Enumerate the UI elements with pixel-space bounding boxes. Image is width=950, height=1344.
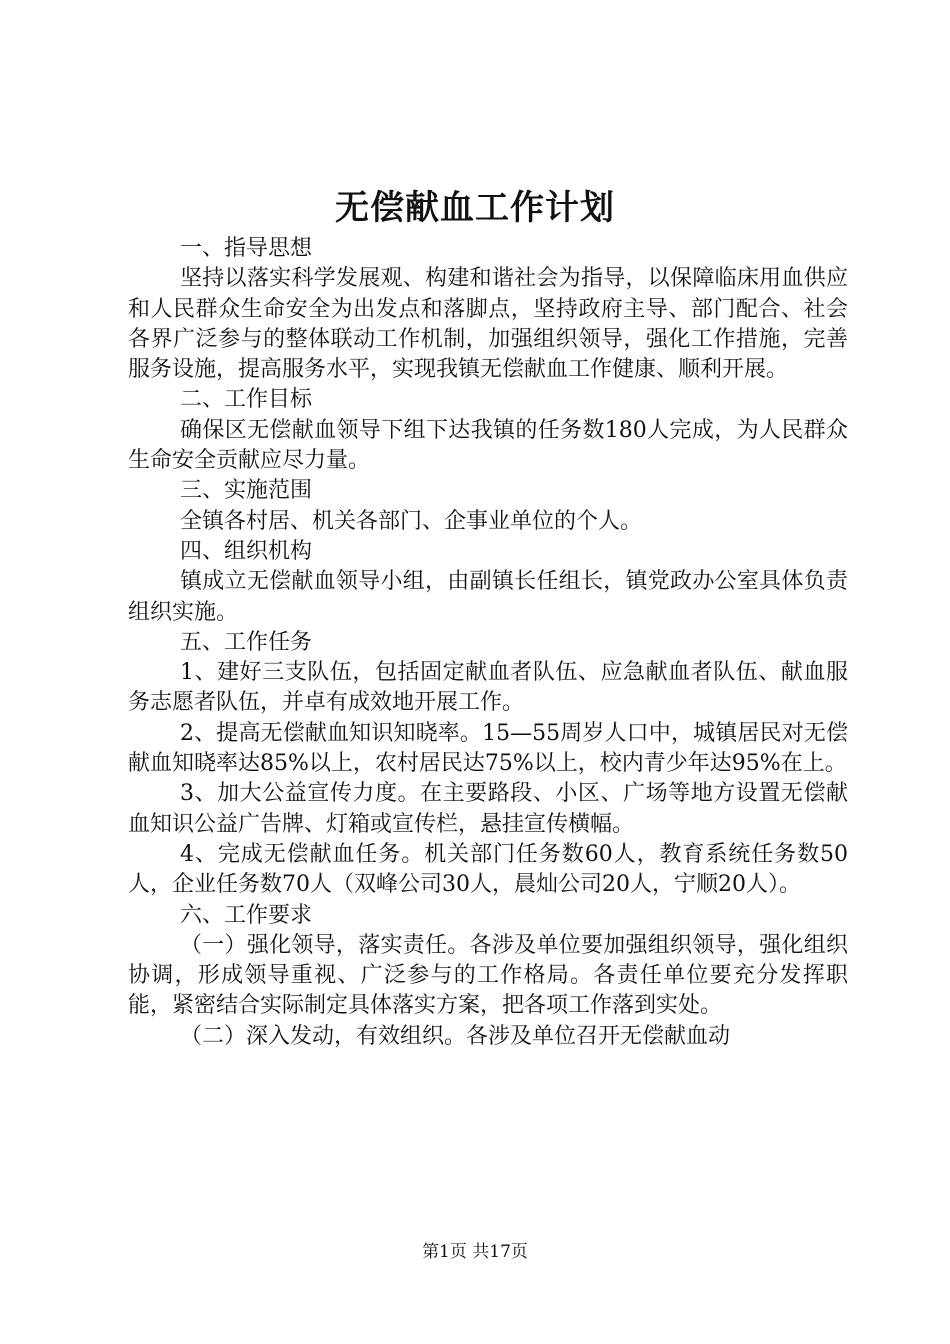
paragraph: 1、建好三支队伍，包括固定献血者队伍、应急献血者队伍、献血服务志愿者队伍，并卓有成效地开展工作。	[128, 660, 848, 716]
paragraph: （二）深入发动，有效组织。各涉及单位召开无偿献血动	[180, 1023, 731, 1049]
section-heading: 一、指导思想	[180, 236, 313, 261]
section-heading: 二、工作目标	[180, 387, 313, 413]
document-body	[128, 234, 848, 1052]
document-title: 无偿献血工作计划	[335, 188, 615, 228]
section-heading: 六、工作要求	[180, 902, 313, 928]
page-footer: 第1页 共17页	[422, 1242, 528, 1262]
section-heading: 三、实施范围	[180, 478, 313, 504]
paragraph: 确保区无偿献血领导下组下达我镇的任务数180人完成，为人民群众生命安全贡献应尽力量。	[128, 417, 848, 474]
paragraph: 2、提高无偿献血知识知晓率。15—55周岁人口中，城镇居民对无偿献血知晓率达85%以上，农村居民达75%以上，校内青少年达95%在上。	[128, 720, 848, 777]
paragraph: 3、加大公益宣传力度。在主要路段、小区、广场等地方设置无偿献血知识公益广告牌、灯箱或宣传栏，悬挂宣传横幅。	[128, 781, 848, 837]
paragraph: 镇成立无偿献血领导小组，由副镇长任组长，镇党政办公室具体负责组织实施。	[128, 569, 848, 625]
section-heading: 五、工作任务	[180, 629, 313, 655]
paragraph: 全镇各村居、机关各部门、企事业单位的个人。	[180, 508, 643, 534]
paragraph: 4、完成无偿献血任务。机关部门任务数60人，教育系统任务数50人，企业任务数70人（双峰公司30人，晨灿公司20人，宁顺20人）。	[128, 841, 848, 898]
paragraph: （一）强化领导，落实责任。各涉及单位要加强组织领导，强化组织协调，形成领导重视、广泛参与的工作格局。各责任单位要充分发挥职能，紧密结合实际制定具体落实方案，把各项工作落到实处。	[128, 932, 848, 1019]
section-heading: 四、组织机构	[180, 538, 313, 564]
paragraph: 坚持以落实科学发展观、构建和谐社会为指导，以保障临床用血供应和人民群众生命安全为出发点和落脚点，坚持政府主导、部门配合、社会各界广泛参与的整体联动工作机制，加强组织领导，强化工作措施，完善服务设施，提高服务水平，实现我镇无偿献血工作健康、顺利开展。	[128, 266, 848, 383]
